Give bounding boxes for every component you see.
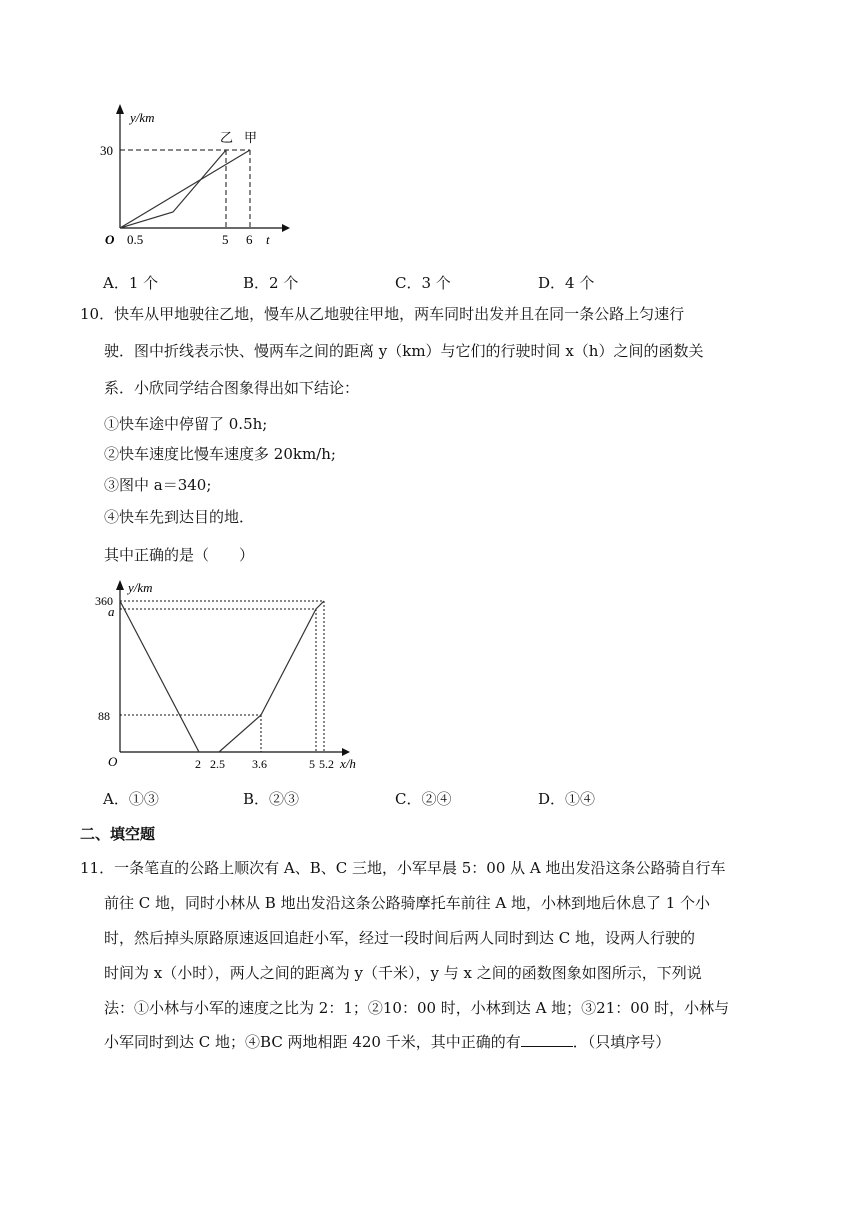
q10-tick-5: 5 <box>309 757 315 771</box>
q9-x-arrow <box>282 224 290 232</box>
q9-line-yi <box>120 150 226 228</box>
q10-option-b: B．②③ <box>243 790 300 808</box>
q10-statement-4: ④快车先到达目的地． <box>104 508 255 526</box>
answer-blank[interactable] <box>521 1032 573 1047</box>
q10-question: 其中正确的是（ ） <box>104 546 255 564</box>
q9-tick-0.5: 0.5 <box>127 232 144 247</box>
q10-y-arrow <box>116 580 124 590</box>
q10-x-arrow <box>342 748 350 756</box>
q10-tick-3.6: 3.6 <box>252 757 267 771</box>
q11-line-3: 时，然后掉头原路原速返回追赶小军，经过一段时间后两人同时到达 C 地，设两人行驶的 <box>104 929 696 947</box>
q10-tick-2.5: 2.5 <box>210 757 225 771</box>
q10-option-c: C．②④ <box>395 790 452 808</box>
q9-origin: O <box>105 232 115 247</box>
q10-statement-2: ②快车速度比慢车速度多 20km/h; <box>104 445 336 463</box>
q11-line-1: 11．一条笔直的公路上顺次有 A、B、C 三地，小军早晨 5：00 从 A 地出发沿这条公路骑自行车 <box>80 859 726 877</box>
q9-line-jia <box>120 150 250 228</box>
q11-line-2: 前往 C 地，同时小林从 B 地出发沿这条公路骑摩托车前往 A 地，小林到地后休息了 1 个小 <box>104 894 711 912</box>
q9-tick-5: 5 <box>222 232 229 247</box>
q10-tick-88: 88 <box>98 709 110 723</box>
q10-option-d: D．①④ <box>538 790 596 808</box>
q10-y-label: y/km <box>128 580 153 595</box>
q9-option-c: C．3 个 <box>395 274 451 292</box>
q9-y-label: y/km <box>130 110 155 125</box>
q9-option-d: D．4 个 <box>538 274 595 292</box>
q11-line-6 <box>104 1032 670 1052</box>
q11-line-6-start: 小军同时到达 C 地；④BC 两地相距 420 千米，其中正确的有 <box>104 1033 521 1051</box>
q11-line-6-end: ．（只填序号） <box>572 1033 671 1051</box>
q10-line-2: 驶．图中折线表示快、慢两车之间的距离 y（km）与它们的行驶时间 x（h）之间的函数关 <box>104 342 704 360</box>
q9-tick-6: 6 <box>246 232 253 247</box>
q10-statement-3: ③图中 a＝340; <box>104 476 212 494</box>
q9-tick-30: 30 <box>100 143 113 158</box>
q10-tick-2: 2 <box>195 757 201 771</box>
q9-label-jia: 甲 <box>244 130 258 145</box>
q10-figure <box>90 574 365 774</box>
q10-origin: O <box>108 754 118 769</box>
q11-line-4: 时间为 x（小时），两人之间的距离为 y（千米），y 与 x 之间的函数图象如图所示，下列说 <box>104 964 702 982</box>
section-heading: 二、填空题 <box>80 825 156 843</box>
q9-option-b: B．2 个 <box>243 274 299 292</box>
q10-tick-360: 360 <box>95 594 113 608</box>
q9-option-a: A．1 个 <box>103 274 159 292</box>
q10-x-label: x/h <box>340 756 356 771</box>
q10-tick-a: a <box>108 604 115 619</box>
q9-label-yi: 乙 <box>220 130 234 145</box>
q10-line-1: 10．快车从甲地驶往乙地，慢车从乙地驶往甲地，两车同时出发并且在同一条公路上匀速行 <box>80 305 685 323</box>
q10-line-3: 系．小欣同学结合图象得出如下结论： <box>104 379 360 397</box>
q9-x-label: t <box>266 232 270 247</box>
q11-line-5: 法：①小林与小军的速度之比为 2：1；②10：00 时，小林到达 A 地；③21：00 时，小林与 <box>104 999 730 1017</box>
q10-statement-1: ①快车途中停留了 0.5h; <box>104 415 268 433</box>
q9-figure <box>100 100 290 250</box>
q10-distance-line <box>120 601 324 752</box>
q9-y-arrow <box>116 104 124 114</box>
q10-tick-5.2: 5.2 <box>319 757 334 771</box>
q10-option-a: A．①③ <box>103 790 159 808</box>
